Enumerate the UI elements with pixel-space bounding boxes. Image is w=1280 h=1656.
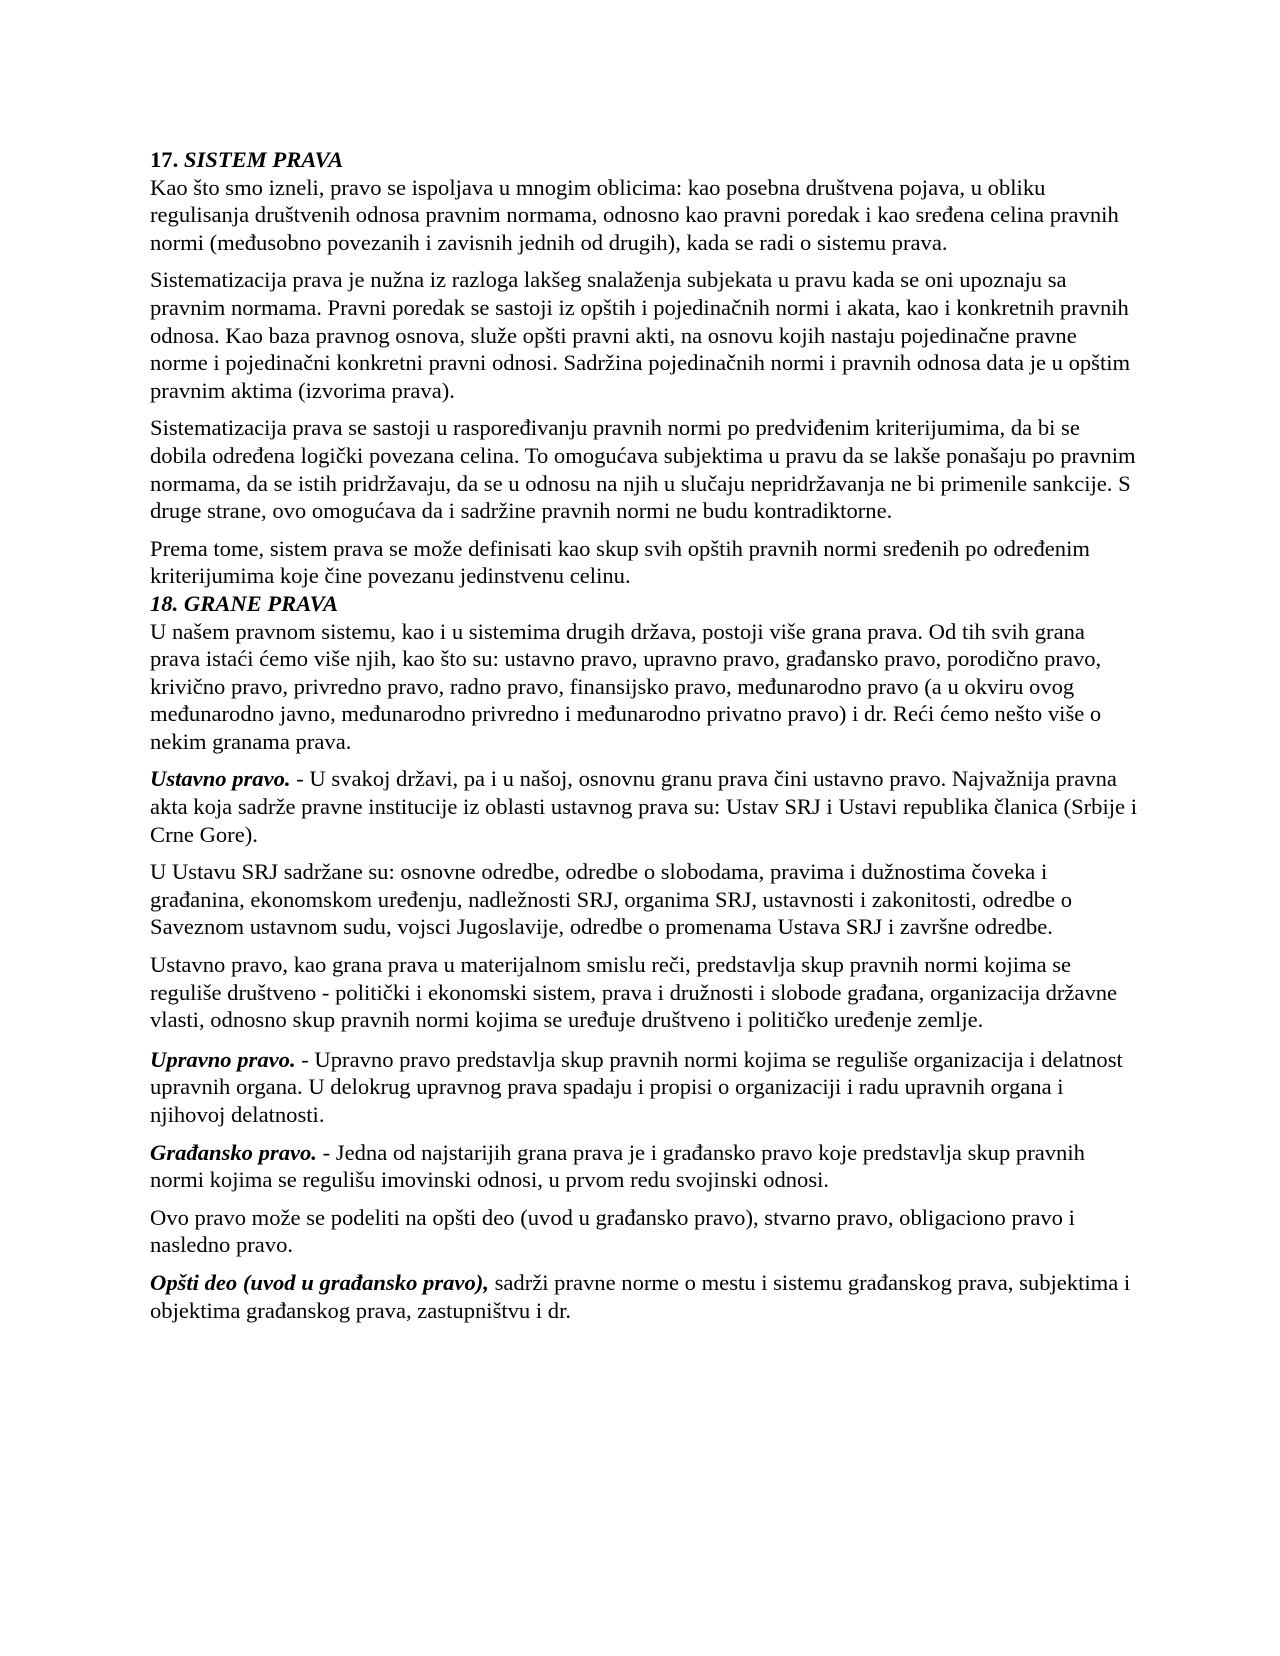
section-17-heading	[150, 146, 1140, 174]
ustavno-pravo-text: - U svakoj državi, pa i u našoj, osnovnu granu prava čini ustavno pravo. Najvažnija pravna akta koja sadrže pravne institucije iz oblasti ustavnog prava su: Ustav SRJ i Ustavi republika članica (Srbije i Crne Gore).	[150, 766, 1137, 847]
opsti-deo-paragraph	[150, 1269, 1140, 1324]
ustavno-pravo-definition: Ustavno pravo, kao grana prava u materijalnom smislu reči, predstavlja skup pravnih normi kojima se reguliše društveno - politički i ekonomski sistem, prava i družnosti i slobode građana, organizacija državne vlasti, odnosno skup pravnih normi kojima se uređuje društveno i političko uređenje zemlje.	[150, 952, 1118, 1033]
gradjansko-pravo-text: - Jedna od najstarijih grana prava je i građansko pravo koje predstavlja skup pravnih normi kojima se regulišu imovinski odnosi, u prvom redu svojinski odnosi.	[150, 1139, 1085, 1193]
ustav-srj-paragraph: U Ustavu SRJ sadržane su: osnovne odredbe, odredbe o slobodama, pravima i dužnostima čoveka i građanina, ekonomskom uređenju, nadležnosti SRJ, organima SRJ, ustavnosti i zakonitosti, odredbe o Saveznom ustavnom sudu, vojsci Jugoslavije, odredbe o promenama Ustava SRJ i završne odredbe.	[150, 859, 1073, 940]
gradjansko-pravo-lead: Građansko pravo.	[150, 1139, 317, 1165]
section-18-title: 18. GRANE PRAVA	[150, 590, 339, 616]
opsti-deo-lead: Opšti deo (uvod u građansko pravo),	[150, 1269, 489, 1295]
gradjansko-pravo-paragraph	[150, 1139, 1140, 1194]
section-17-number: 17.	[150, 147, 184, 172]
upravno-pravo-lead: Upravno pravo.	[150, 1046, 296, 1072]
section-17-paragraph-4: Prema tome, sistem prava se može definisati kao skup svih opštih pravnih normi sređenih po određenim kriterijumima koje čine povezanu jedinstvenu celinu.	[150, 535, 1090, 589]
section-18-intro: U našem pravnom sistemu, kao i u sistemima drugih država, postoji više grana prava. Od tih svih grana prava istaći ćemo više njih, kao što su: ustavno pravo, upravno pravo, građansko pravo, porodično pravo, krivično pravo, privredno pravo, radno pravo, finansijsko pravo, međunarodno pravo (a u okviru ovog međunarodno javno, međunarodno privredno i međunarodno privatno pravo) i dr. Reći ćemo nešto više o nekim granama prava.	[150, 618, 1102, 754]
section-17-paragraph-2: Sistematizacija prava je nužna iz razloga lakšeg snalaženja subjekata u pravu kada se oni upoznaju sa pravnim normama. Pravni poredak se sastoji iz opštih i pojedinačnih normi i akata, kao i konkretnih pravnih odnosa. Kao baza pravnog osnova, služe opšti pravni akti, na osnovu kojih nastaju pojedinačne pravne norme i pojedinačni konkretni pravni odnosi. Sadržina pojedinačnih normi i pravnih odnosa data je u opštim pravnim aktima (izvorima prava).	[150, 267, 1131, 403]
gradjansko-podela-paragraph: Ovo pravo može se podeliti na opšti deo (uvod u građansko pravo), stvarno pravo, obligaciono pravo i nasledno pravo.	[150, 1204, 1075, 1258]
section-17-paragraph-1: Kao što smo izneli, pravo se ispoljava u mnogim oblicima: kao posebna društvena pojava, u obliku regulisanja društvenih odnosa pravnim normama, odnosno kao pravni poredak i kao sređena celina pravnih normi (međusobno povezanih i zavisnih jednih od drugih), kada se radi o sistemu prava.	[150, 174, 1119, 255]
section-17-paragraph-3: Sistematizacija prava se sastoji u raspoređivanju pravnih normi po predviđenim kriterijumima, da bi se dobila određena logički povezana celina. To omogućava subjektima u pravu da se lakše ponašaju po pravnim normama, da se istih pridržavaju, da se u odnosu na njih u slučaju nepridržavanja ne bi primenile sankcije. S druge strane, ovo omogućava da i sadržine pravnih normi ne budu kontradiktorne.	[150, 415, 1136, 524]
opsti-deo-text: sadrži pravne norme o mestu i sistemu građanskog prava, subjektima i objektima građanskog prava, zastupništvu i dr.	[150, 1269, 1131, 1323]
section-18-heading	[150, 590, 1140, 618]
ustavno-pravo-lead: Ustavno pravo.	[150, 766, 291, 792]
ustavno-pravo-paragraph	[150, 765, 1140, 848]
upravno-pravo-text: - Upravno pravo predstavlja skup pravnih normi kojima se reguliše organizacija i delatnost upravnih organa. U delokrug upravnog prava spadaju i propisi o organizaciji i radu upravnih organa i njihovoj delatnosti.	[150, 1046, 1123, 1127]
document-page	[150, 146, 1140, 1334]
section-17-title: SISTEM PRAVA	[183, 147, 344, 172]
upravno-pravo-paragraph	[150, 1046, 1140, 1129]
